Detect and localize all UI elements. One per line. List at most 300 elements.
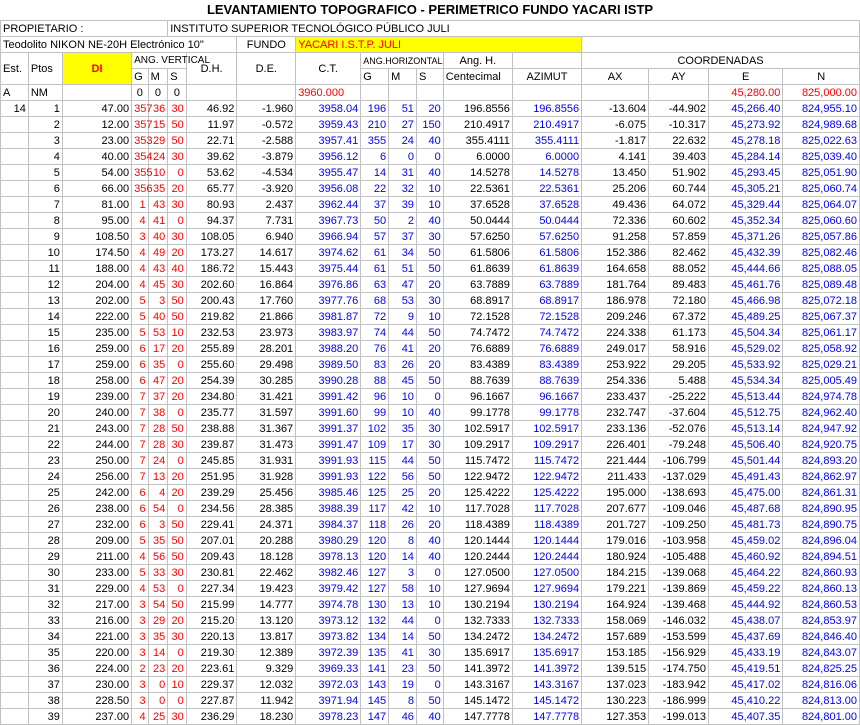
cell-ang-h[interactable]: 61.5806	[443, 245, 512, 261]
cell-n[interactable]: 825,067.37	[783, 309, 860, 325]
cell-di[interactable]: 239.00	[62, 389, 131, 405]
cell-vg[interactable]: 2	[132, 661, 149, 677]
cell-dh[interactable]: 229.41	[186, 517, 237, 533]
cell-dh[interactable]: 239.29	[186, 485, 237, 501]
cell-ang-h[interactable]: 37.6528	[443, 197, 512, 213]
cell-ax[interactable]: 180.924	[582, 549, 649, 565]
instrument-cell[interactable]: Teodolito NIKON NE-20H Electrónico 10"	[1, 37, 237, 53]
sheet-title[interactable]: LEVANTAMIENTO TOPOGRAFICO - PERIMETRICO FUNDO YACARI ISTP	[206, 2, 654, 17]
cell-dh[interactable]: 234.80	[186, 389, 237, 405]
cell-hg[interactable]: 74	[361, 325, 389, 341]
cell-vm[interactable]: 0	[148, 677, 168, 693]
cell-hs[interactable]: 40	[416, 549, 443, 565]
cell-vg[interactable]: 7	[132, 469, 149, 485]
cell-ang-h[interactable]: 96.1667	[443, 389, 512, 405]
cell-vs[interactable]: 0	[168, 213, 187, 229]
owner-label[interactable]: PROPIETARIO :	[1, 21, 168, 37]
cell-ct[interactable]: 3991.93	[296, 453, 361, 469]
cell-ang-h[interactable]: 196.8556	[443, 101, 512, 117]
cell-de[interactable]: 20.288	[237, 533, 296, 549]
cell-hg[interactable]: 72	[361, 309, 389, 325]
cell-ay[interactable]: -139.468	[649, 597, 709, 613]
cell-ay[interactable]: 61.173	[649, 325, 709, 341]
cell-hg[interactable]: 88	[361, 373, 389, 389]
cell-vg[interactable]: 6	[132, 501, 149, 517]
cell-hg[interactable]: 37	[361, 197, 389, 213]
cell-hg[interactable]: 61	[361, 261, 389, 277]
cell-hg[interactable]: 83	[361, 357, 389, 373]
cell-vg[interactable]: 7	[132, 405, 149, 421]
cell-vg[interactable]: 6	[132, 341, 149, 357]
cell-e[interactable]: 45,438.07	[709, 613, 783, 629]
cell-e[interactable]: 45,410.22	[709, 693, 783, 709]
cell-ay[interactable]: -44.902	[649, 101, 709, 117]
cell-hg[interactable]: 210	[361, 117, 389, 133]
cell-dh[interactable]: 209.43	[186, 549, 237, 565]
cell-vm[interactable]: 17	[148, 341, 168, 357]
cell-azimut[interactable]: 88.7639	[512, 373, 581, 389]
cell-hm[interactable]: 25	[389, 485, 417, 501]
cell-e[interactable]: 45,293.45	[709, 165, 783, 181]
cell-n[interactable]: 825,089.48	[783, 277, 860, 293]
cell-est[interactable]	[1, 613, 29, 629]
cell-est[interactable]: 14	[1, 101, 29, 117]
cell-ay[interactable]: -109.250	[649, 517, 709, 533]
cell-vs[interactable]: 50	[168, 293, 187, 309]
cell-ang-h[interactable]: 61.8639	[443, 261, 512, 277]
cell-de[interactable]: 17.760	[237, 293, 296, 309]
cell-ay[interactable]: 60.602	[649, 213, 709, 229]
header-coordenadas[interactable]: COORDENADAS	[582, 53, 860, 69]
cell-de[interactable]: 13.120	[237, 613, 296, 629]
cell-n[interactable]: 824,861.31	[783, 485, 860, 501]
cell-ay[interactable]: -139.869	[649, 581, 709, 597]
cell-hm[interactable]: 45	[389, 373, 417, 389]
cell-ct[interactable]: 3972.03	[296, 677, 361, 693]
cell-di[interactable]: 108.50	[62, 229, 131, 245]
cell-de[interactable]: 30.285	[237, 373, 296, 389]
cell-ax[interactable]: 127.353	[582, 709, 649, 725]
cell-vg[interactable]: 5	[132, 565, 149, 581]
cell-vm[interactable]: 0	[148, 693, 168, 709]
cell-di[interactable]: 244.00	[62, 437, 131, 453]
cell-de[interactable]: -3.879	[237, 149, 296, 165]
cell-e[interactable]: 45,432.39	[709, 245, 783, 261]
cell-vg[interactable]: 4	[132, 245, 149, 261]
cell-ct[interactable]: 3978.13	[296, 549, 361, 565]
cell-ax[interactable]: 164.658	[582, 261, 649, 277]
cell-n[interactable]: 824,843.07	[783, 645, 860, 661]
cell-de[interactable]: 15.443	[237, 261, 296, 277]
cell-dh[interactable]: 229.37	[186, 677, 237, 693]
cell-ct[interactable]: 3958.04	[296, 101, 361, 117]
header-dh[interactable]: D.H.	[186, 53, 237, 85]
cell-ang-h[interactable]: 68.8917	[443, 293, 512, 309]
cell-dh[interactable]: 46.92	[186, 101, 237, 117]
cell-vg[interactable]: 357	[132, 117, 149, 133]
header-azimut[interactable]: AZIMUT	[512, 69, 581, 85]
cell-ay[interactable]: 89.483	[649, 277, 709, 293]
cell-ax[interactable]: 232.747	[582, 405, 649, 421]
header-ay[interactable]: AY	[649, 69, 709, 85]
cell-ay[interactable]: -79.248	[649, 437, 709, 453]
cell-hs[interactable]: 30	[416, 229, 443, 245]
header-centecimal[interactable]: Centecimal	[443, 69, 512, 85]
cell-ang-h[interactable]: 125.4222	[443, 485, 512, 501]
cell-hg[interactable]: 127	[361, 565, 389, 581]
cell-hg[interactable]: 102	[361, 421, 389, 437]
cell-ct[interactable]: 3991.47	[296, 437, 361, 453]
cell-di[interactable]: 66.00	[62, 181, 131, 197]
cell-hm[interactable]: 0	[389, 149, 417, 165]
cell-hs[interactable]: 50	[416, 245, 443, 261]
cell-de[interactable]: 7.731	[237, 213, 296, 229]
cell-azimut[interactable]: 355.4111	[512, 133, 581, 149]
cell-dh[interactable]: 65.77	[186, 181, 237, 197]
cell-hg[interactable]: 127	[361, 581, 389, 597]
cell-n[interactable]: 825,061.17	[783, 325, 860, 341]
cell-dh[interactable]: 254.39	[186, 373, 237, 389]
cell-de[interactable]: 22.462	[237, 565, 296, 581]
cell-ay[interactable]: 5.488	[649, 373, 709, 389]
cell-vg[interactable]: 3	[132, 229, 149, 245]
cell-hg[interactable]: 196	[361, 101, 389, 117]
cell-ang-h[interactable]: 88.7639	[443, 373, 512, 389]
cell-vs[interactable]: 20	[168, 373, 187, 389]
cell-hm[interactable]: 35	[389, 421, 417, 437]
cell-ax[interactable]: 130.223	[582, 693, 649, 709]
header-vg[interactable]: G	[132, 69, 149, 85]
cell-n[interactable]: 824,974.78	[783, 389, 860, 405]
cell-ang-h[interactable]: 145.1472	[443, 693, 512, 709]
cell-azimut[interactable]: 120.1444	[512, 533, 581, 549]
cell-est[interactable]	[1, 293, 29, 309]
cell-azimut[interactable]: 109.2917	[512, 437, 581, 453]
cell-n[interactable]: 825,057.86	[783, 229, 860, 245]
cell-est[interactable]	[1, 261, 29, 277]
cell-n[interactable]: 824,989.68	[783, 117, 860, 133]
cell-vm[interactable]: 56	[148, 549, 168, 565]
cell-dh[interactable]: 202.60	[186, 277, 237, 293]
cell-ay[interactable]: 51.902	[649, 165, 709, 181]
empty-cell[interactable]	[389, 85, 417, 101]
cell-hm[interactable]: 47	[389, 277, 417, 293]
cell-pto[interactable]: 25	[28, 485, 62, 501]
cell-ang-h[interactable]: 63.7889	[443, 277, 512, 293]
cell-ay[interactable]: -156.929	[649, 645, 709, 661]
cell-pto[interactable]: 21	[28, 421, 62, 437]
cell-n[interactable]: 824,860.53	[783, 597, 860, 613]
cell-hg[interactable]: 63	[361, 277, 389, 293]
cell-e[interactable]: 45,464.22	[709, 565, 783, 581]
cell-de[interactable]: 24.371	[237, 517, 296, 533]
cell-azimut[interactable]: 122.9472	[512, 469, 581, 485]
cell-hm[interactable]: 41	[389, 341, 417, 357]
cell-ct[interactable]: 3969.33	[296, 661, 361, 677]
cell-di[interactable]: 237.00	[62, 709, 131, 725]
cell-hm[interactable]: 8	[389, 533, 417, 549]
cell-vg[interactable]: 4	[132, 213, 149, 229]
cell-ay[interactable]: -52.076	[649, 421, 709, 437]
cell-ct[interactable]: 3991.37	[296, 421, 361, 437]
cell-vs[interactable]: 0	[168, 357, 187, 373]
cell-de[interactable]: -2.588	[237, 133, 296, 149]
cell-vm[interactable]: 38	[148, 405, 168, 421]
cell-ax[interactable]: 164.924	[582, 597, 649, 613]
cell-pto[interactable]: 30	[28, 565, 62, 581]
cell-azimut[interactable]: 127.0500	[512, 565, 581, 581]
header-hs[interactable]: S	[416, 69, 443, 85]
cell-e[interactable]: 45,329.44	[709, 197, 783, 213]
cell-de[interactable]: 31.931	[237, 453, 296, 469]
cell-di[interactable]: 40.00	[62, 149, 131, 165]
cell-ang-h[interactable]: 210.4917	[443, 117, 512, 133]
owner-value[interactable]: INSTITUTO SUPERIOR TECNOLÓGICO PÚBLICO JULI	[168, 21, 860, 37]
cell-pto[interactable]: 22	[28, 437, 62, 453]
station-vs[interactable]: 0	[168, 85, 187, 101]
cell-ang-h[interactable]: 74.7472	[443, 325, 512, 341]
cell-ay[interactable]: -106.799	[649, 453, 709, 469]
cell-hm[interactable]: 42	[389, 501, 417, 517]
cell-de[interactable]: 29.498	[237, 357, 296, 373]
cell-de[interactable]: -1.960	[237, 101, 296, 117]
cell-hs[interactable]: 20	[416, 357, 443, 373]
cell-hm[interactable]: 51	[389, 101, 417, 117]
cell-vs[interactable]: 0	[168, 405, 187, 421]
header-vs[interactable]: S	[168, 69, 187, 85]
cell-vs[interactable]: 30	[168, 197, 187, 213]
cell-ang-h[interactable]: 115.7472	[443, 453, 512, 469]
cell-ax[interactable]: 72.336	[582, 213, 649, 229]
cell-vs[interactable]: 30	[168, 565, 187, 581]
cell-ay[interactable]: -146.032	[649, 613, 709, 629]
cell-de[interactable]: 9.329	[237, 661, 296, 677]
cell-azimut[interactable]: 96.1667	[512, 389, 581, 405]
cell-dh[interactable]: 22.71	[186, 133, 237, 149]
cell-ax[interactable]: 184.215	[582, 565, 649, 581]
cell-hm[interactable]: 17	[389, 437, 417, 453]
cell-vg[interactable]: 354	[132, 149, 149, 165]
cell-hs[interactable]: 40	[416, 709, 443, 725]
cell-vg[interactable]: 7	[132, 453, 149, 469]
cell-est[interactable]	[1, 645, 29, 661]
cell-vm[interactable]: 13	[148, 469, 168, 485]
cell-ay[interactable]: -109.046	[649, 501, 709, 517]
cell-pto[interactable]: 18	[28, 373, 62, 389]
cell-de[interactable]: -3.920	[237, 181, 296, 197]
cell-di[interactable]: 240.00	[62, 405, 131, 421]
cell-ax[interactable]: 152.386	[582, 245, 649, 261]
cell-est[interactable]	[1, 501, 29, 517]
cell-e[interactable]: 45,444.66	[709, 261, 783, 277]
cell-ct[interactable]: 3955.47	[296, 165, 361, 181]
cell-e[interactable]: 45,489.25	[709, 309, 783, 325]
cell-ct[interactable]: 3974.62	[296, 245, 361, 261]
cell-e[interactable]: 45,459.22	[709, 581, 783, 597]
cell-e[interactable]: 45,273.92	[709, 117, 783, 133]
cell-dh[interactable]: 80.93	[186, 197, 237, 213]
cell-ct[interactable]: 3978.23	[296, 709, 361, 725]
cell-ang-h[interactable]: 120.1444	[443, 533, 512, 549]
cell-azimut[interactable]: 99.1778	[512, 405, 581, 421]
cell-vs[interactable]: 20	[168, 485, 187, 501]
cell-e[interactable]: 45,444.92	[709, 597, 783, 613]
cell-est[interactable]	[1, 421, 29, 437]
cell-ct[interactable]: 3982.46	[296, 565, 361, 581]
cell-di[interactable]: 233.00	[62, 565, 131, 581]
cell-est[interactable]	[1, 341, 29, 357]
cell-ax[interactable]: 201.727	[582, 517, 649, 533]
cell-hm[interactable]: 9	[389, 309, 417, 325]
cell-vg[interactable]: 7	[132, 437, 149, 453]
cell-ay[interactable]: 57.859	[649, 229, 709, 245]
cell-di[interactable]: 217.00	[62, 597, 131, 613]
cell-vs[interactable]: 50	[168, 597, 187, 613]
cell-vm[interactable]: 35	[148, 629, 168, 645]
cell-ang-h[interactable]: 99.1778	[443, 405, 512, 421]
cell-vm[interactable]: 24	[148, 149, 168, 165]
cell-vs[interactable]: 50	[168, 309, 187, 325]
cell-e[interactable]: 45,278.18	[709, 133, 783, 149]
cell-di[interactable]: 243.00	[62, 421, 131, 437]
cell-e[interactable]: 45,466.98	[709, 293, 783, 309]
cell-ax[interactable]: -6.075	[582, 117, 649, 133]
cell-de[interactable]: 31.597	[237, 405, 296, 421]
cell-ay[interactable]: -183.942	[649, 677, 709, 693]
fundo-label[interactable]: FUNDO	[237, 37, 296, 53]
cell-ct[interactable]: 3973.82	[296, 629, 361, 645]
cell-ax[interactable]: 211.433	[582, 469, 649, 485]
cell-vm[interactable]: 29	[148, 133, 168, 149]
cell-vm[interactable]: 43	[148, 197, 168, 213]
cell-hm[interactable]: 46	[389, 709, 417, 725]
cell-azimut[interactable]: 120.2444	[512, 549, 581, 565]
cell-di[interactable]: 220.00	[62, 645, 131, 661]
cell-hm[interactable]: 10	[389, 389, 417, 405]
cell-hs[interactable]: 0	[416, 565, 443, 581]
cell-vg[interactable]: 4	[132, 581, 149, 597]
cell-hg[interactable]: 68	[361, 293, 389, 309]
cell-pto[interactable]: 12	[28, 277, 62, 293]
cell-azimut[interactable]: 127.9694	[512, 581, 581, 597]
cell-de[interactable]: 18.230	[237, 709, 296, 725]
cell-ang-h[interactable]: 76.6889	[443, 341, 512, 357]
cell-ax[interactable]: 224.338	[582, 325, 649, 341]
cell-hg[interactable]: 6	[361, 149, 389, 165]
cell-e[interactable]: 45,352.34	[709, 213, 783, 229]
cell-vm[interactable]: 37	[148, 389, 168, 405]
cell-dh[interactable]: 173.27	[186, 245, 237, 261]
cell-vm[interactable]: 35	[148, 533, 168, 549]
cell-de[interactable]: 12.032	[237, 677, 296, 693]
cell-vg[interactable]: 3	[132, 629, 149, 645]
cell-vm[interactable]: 45	[148, 277, 168, 293]
header-ang-vertical[interactable]: ANG. VERTICAL	[132, 53, 187, 69]
cell-e[interactable]: 45,512.75	[709, 405, 783, 421]
cell-de[interactable]: 14.777	[237, 597, 296, 613]
cell-dh[interactable]: 232.53	[186, 325, 237, 341]
cell-azimut[interactable]: 22.5361	[512, 181, 581, 197]
cell-hg[interactable]: 120	[361, 549, 389, 565]
cell-pto[interactable]: 2	[28, 117, 62, 133]
cell-vs[interactable]: 0	[168, 693, 187, 709]
cell-hg[interactable]: 141	[361, 661, 389, 677]
cell-dh[interactable]: 219.82	[186, 309, 237, 325]
cell-est[interactable]	[1, 117, 29, 133]
cell-vs[interactable]: 30	[168, 229, 187, 245]
cell-pto[interactable]: 31	[28, 581, 62, 597]
cell-dh[interactable]: 255.89	[186, 341, 237, 357]
cell-hs[interactable]: 0	[416, 389, 443, 405]
cell-vg[interactable]: 5	[132, 293, 149, 309]
cell-hs[interactable]: 10	[416, 501, 443, 517]
cell-hm[interactable]: 51	[389, 261, 417, 277]
cell-dh[interactable]: 251.95	[186, 469, 237, 485]
cell-e[interactable]: 45,461.76	[709, 277, 783, 293]
cell-vm[interactable]: 40	[148, 229, 168, 245]
cell-hg[interactable]: 99	[361, 405, 389, 421]
cell-dh[interactable]: 255.60	[186, 357, 237, 373]
cell-azimut[interactable]: 143.3167	[512, 677, 581, 693]
cell-di[interactable]: 229.00	[62, 581, 131, 597]
cell-vm[interactable]: 35	[148, 181, 168, 197]
cell-e[interactable]: 45,513.14	[709, 421, 783, 437]
cell-est[interactable]	[1, 677, 29, 693]
cell-ang-h[interactable]: 83.4389	[443, 357, 512, 373]
cell-n[interactable]: 824,846.40	[783, 629, 860, 645]
cell-de[interactable]: 6.940	[237, 229, 296, 245]
cell-ax[interactable]: 157.689	[582, 629, 649, 645]
cell-est[interactable]	[1, 565, 29, 581]
cell-vs[interactable]: 50	[168, 133, 187, 149]
cell-pto[interactable]: 6	[28, 181, 62, 197]
cell-e[interactable]: 45,419.51	[709, 661, 783, 677]
cell-hs[interactable]: 50	[416, 325, 443, 341]
cell-dh[interactable]: 215.20	[186, 613, 237, 629]
cell-e[interactable]: 45,284.14	[709, 149, 783, 165]
cell-hm[interactable]: 26	[389, 357, 417, 373]
cell-vg[interactable]: 356	[132, 181, 149, 197]
cell-hs[interactable]: 40	[416, 133, 443, 149]
cell-vg[interactable]: 3	[132, 693, 149, 709]
cell-vm[interactable]: 36	[148, 101, 168, 117]
cell-vs[interactable]: 20	[168, 245, 187, 261]
cell-de[interactable]: 13.817	[237, 629, 296, 645]
cell-ay[interactable]: 58.916	[649, 341, 709, 357]
cell-azimut[interactable]: 118.4389	[512, 517, 581, 533]
cell-hs[interactable]: 20	[416, 517, 443, 533]
cell-e[interactable]: 45,407.35	[709, 709, 783, 725]
cell-azimut[interactable]: 57.6250	[512, 229, 581, 245]
cell-di[interactable]: 47.00	[62, 101, 131, 117]
station-est[interactable]: A	[1, 85, 29, 101]
cell-dh[interactable]: 220.13	[186, 629, 237, 645]
cell-n[interactable]: 824,853.97	[783, 613, 860, 629]
cell-ay[interactable]: -186.999	[649, 693, 709, 709]
cell-hs[interactable]: 40	[416, 405, 443, 421]
cell-dh[interactable]: 39.62	[186, 149, 237, 165]
empty-cell[interactable]	[62, 85, 131, 101]
cell-vs[interactable]: 30	[168, 629, 187, 645]
header-e[interactable]: E	[709, 69, 783, 85]
cell-ay[interactable]: 39.403	[649, 149, 709, 165]
cell-hm[interactable]: 3	[389, 565, 417, 581]
cell-ct[interactable]: 3981.87	[296, 309, 361, 325]
cell-hg[interactable]: 130	[361, 597, 389, 613]
cell-ay[interactable]: -199.013	[649, 709, 709, 725]
cell-vs[interactable]: 10	[168, 325, 187, 341]
cell-ct[interactable]: 3962.44	[296, 197, 361, 213]
